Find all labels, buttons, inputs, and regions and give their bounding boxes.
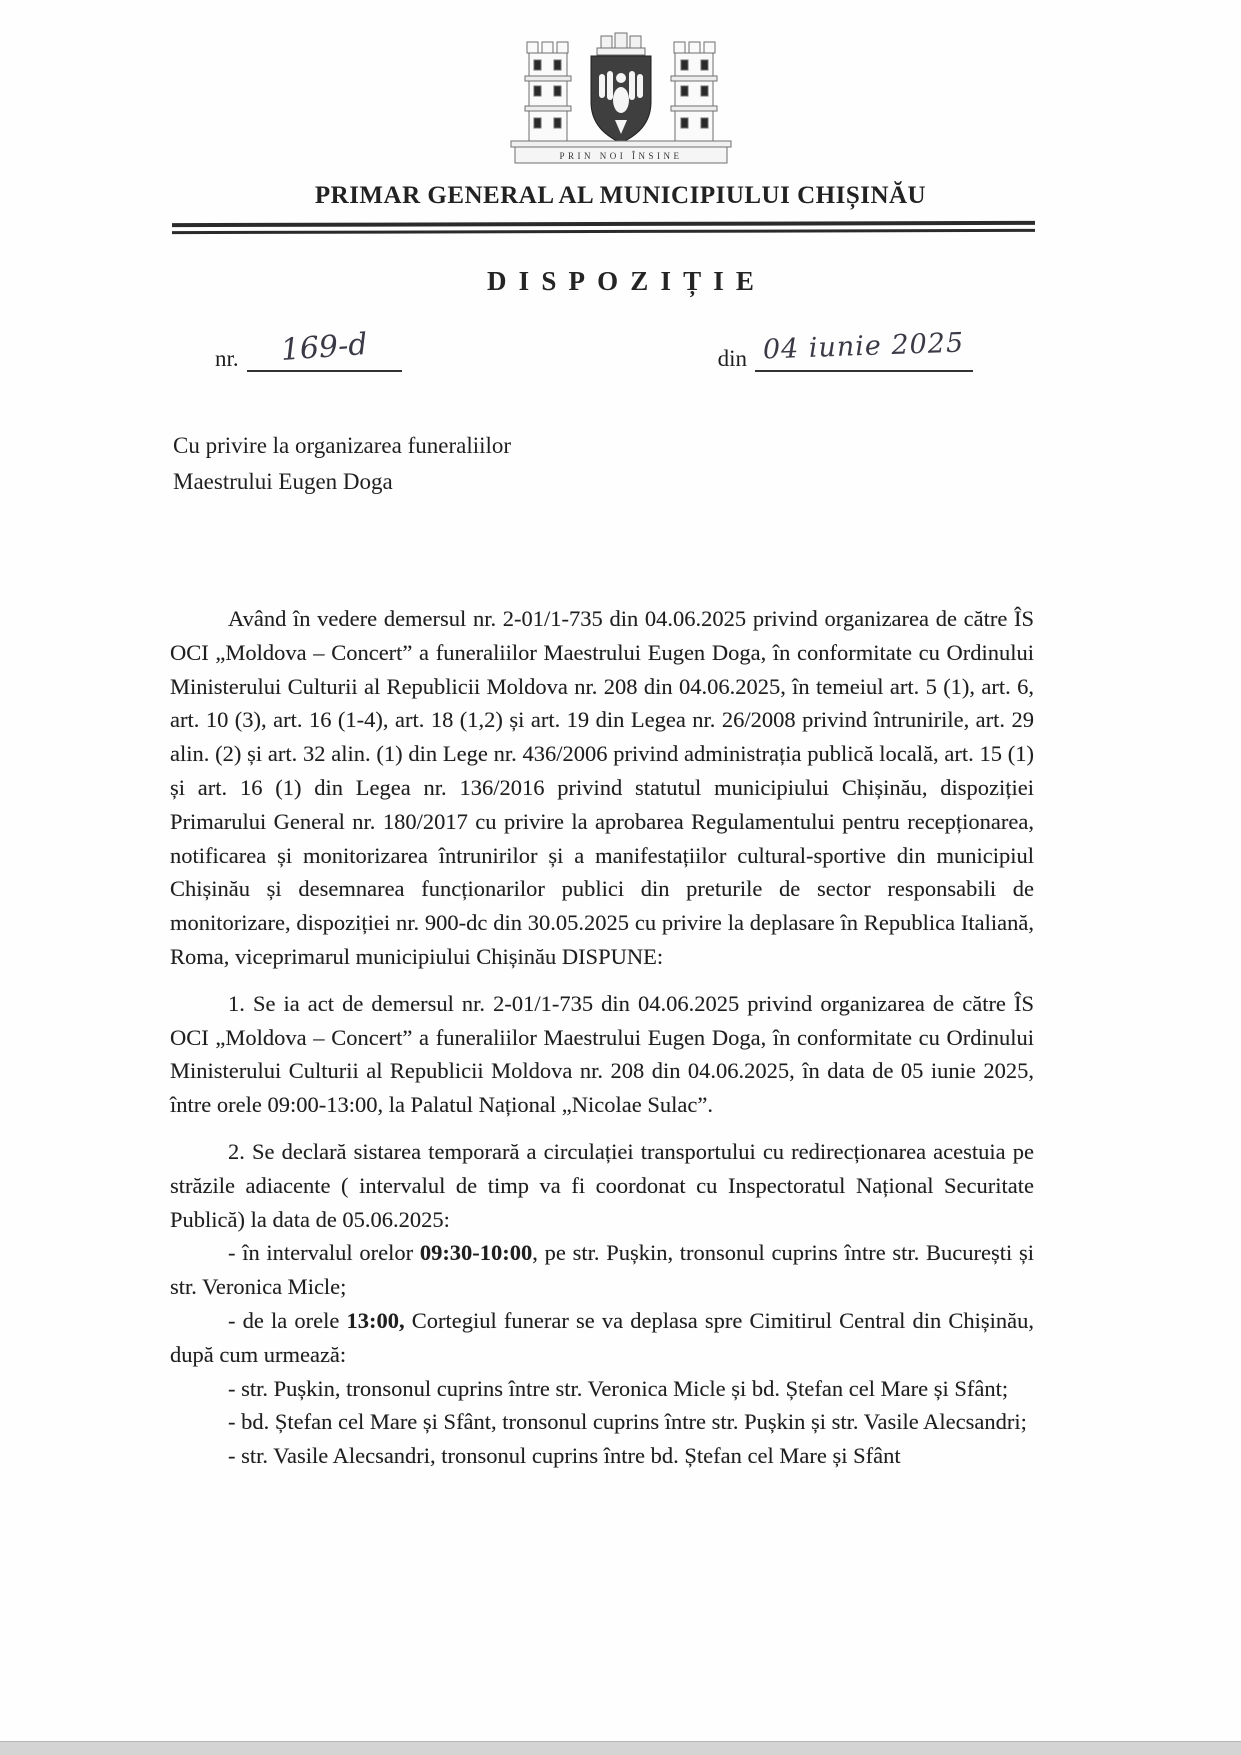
bullet-2-pre: - de la orele: [228, 1307, 347, 1333]
document-number-field: [215, 327, 402, 372]
header-rule: [172, 221, 1035, 234]
bullet-vasile-alecsandri-segment: - str. Vasile Alecsandri, tronsonul cuprins între bd. Ștefan cel Mare și Sfânt: [228, 1443, 901, 1469]
document-title: DISPOZIȚIE: [487, 266, 767, 296]
bullet-puskin-segment: - str. Pușkin, tronsonul cuprins între str. Veronica Micle și bd. Ștefan cel Mare și Sfânt;: [228, 1375, 1009, 1401]
preamble-paragraph: Având în vedere demersul nr. 2-01/1-735 din 04.06.2025 privind organizarea de către ÎS OCI „Moldova – Concert” a funeraliilor Maestrului Eugen Doga, în conformitate cu Ordinului Ministerului Culturii al Republicii Moldova nr. 208 din 04.06.2025, în temeiul art. 5 (1), art. 6, art. 10 (3), art. 16 (1-4), art. 18 (1,2) și art. 19 din Legea nr. 26/2008 privind întrunirile, art. 29 alin. (2) și art. 32 alin. (1) din Lege nr. 436/2006 privind administrația publică locală, art. 15 (1) și art. 16 (1) din Legea nr. 136/2016 privind statutul municipiului Chișinău, dispoziției Primarului General nr. 180/2017 cu privire la aprobarea Regulamentului pentru recepționarea, notificarea și monitorizarea întrunirilor și a manifestațiilor cultural-sportive din municipiul Chișinău și desemnarea funcționarilor publici din preturile de sector responsabili de monitorizare, dispoziției nr. 900-dc din 30.05.2025 cu privire la deplasare în Republica Italiană, Roma, viceprimarul municipiului Chișinău DISPUNE:: [170, 606, 1034, 969]
document-number-value: 169-d: [279, 327, 369, 368]
bullet-1-pre: - în intervalul orelor: [228, 1240, 420, 1266]
crest-pedestal: [511, 141, 731, 163]
crest-motto: PRIN NOI ÎNSINE: [559, 151, 682, 161]
coat-of-arms: [505, 28, 737, 176]
bullet-interval-puskin: [170, 1236, 1034, 1304]
bullet-2-post: Cortegiul funerar se va deplasa spre Cimitirul Central din Chișinău, după cum urmează:: [170, 1307, 1034, 1367]
crest-left-tower: [525, 42, 571, 143]
date-line: [755, 327, 973, 372]
bullet-cortege: [170, 1304, 1034, 1372]
number-date-row: [215, 327, 973, 372]
subject-line-1: Cu privire la organizarea funeraliilor: [173, 433, 512, 458]
crest-right-tower: [671, 42, 717, 143]
crest-shield: [591, 56, 651, 143]
item-1-paragraph: 1. Se ia act de demersul nr. 2-01/1-735 din 04.06.2025 privind organizarea de către ÎS OCI „Moldova – Concert” a funeraliilor Maestrului Eugen Doga, în conformitate cu Ordinului Ministerului Culturii al Republicii Moldova nr. 208 din 04.06.2025, în data de 05 iunie 2025, între orele 09:00-13:00, la Palatul Național „Nicolae Sulac”.: [170, 990, 1034, 1118]
bullet-stefan-cel-mare-segment: - bd. Ștefan cel Mare și Sfânt, tronsonul cuprins între str. Pușkin și str. Vasile Alecsandri;: [228, 1409, 1027, 1435]
item-2-paragraph: 2. Se declară sistarea temporară a circulației transportului cu redirecționarea acestuia pe străzile adiacente ( intervalul de timp va fi coordonat cu Inspectoratul Național Securitate Publică) la data de 05.06.2025:: [170, 1138, 1034, 1232]
subject-line-2: Maestrului Eugen Doga: [173, 469, 393, 494]
date-label: din: [717, 346, 747, 371]
bullet-1-time: 09:30-10:00: [419, 1240, 533, 1266]
crest-crown: [597, 33, 645, 55]
bullet-1-post: , pe str. Pușkin, tronsonul cuprins între str. București și str. Veronica Micle;: [170, 1240, 1034, 1300]
document-date-field: [717, 327, 973, 372]
bullet-2-time: 13:00,: [346, 1307, 405, 1333]
document-body: [170, 602, 1034, 1473]
scan-edge: [0, 1741, 1241, 1755]
number-line: [247, 327, 402, 372]
institution-name: PRIMAR GENERAL AL MUNICIPIULUI CHIȘINĂU: [314, 182, 927, 209]
subject-block: [173, 428, 511, 500]
document-date-value: 04 iunie 2025: [762, 327, 965, 366]
number-label: nr.: [215, 346, 239, 371]
